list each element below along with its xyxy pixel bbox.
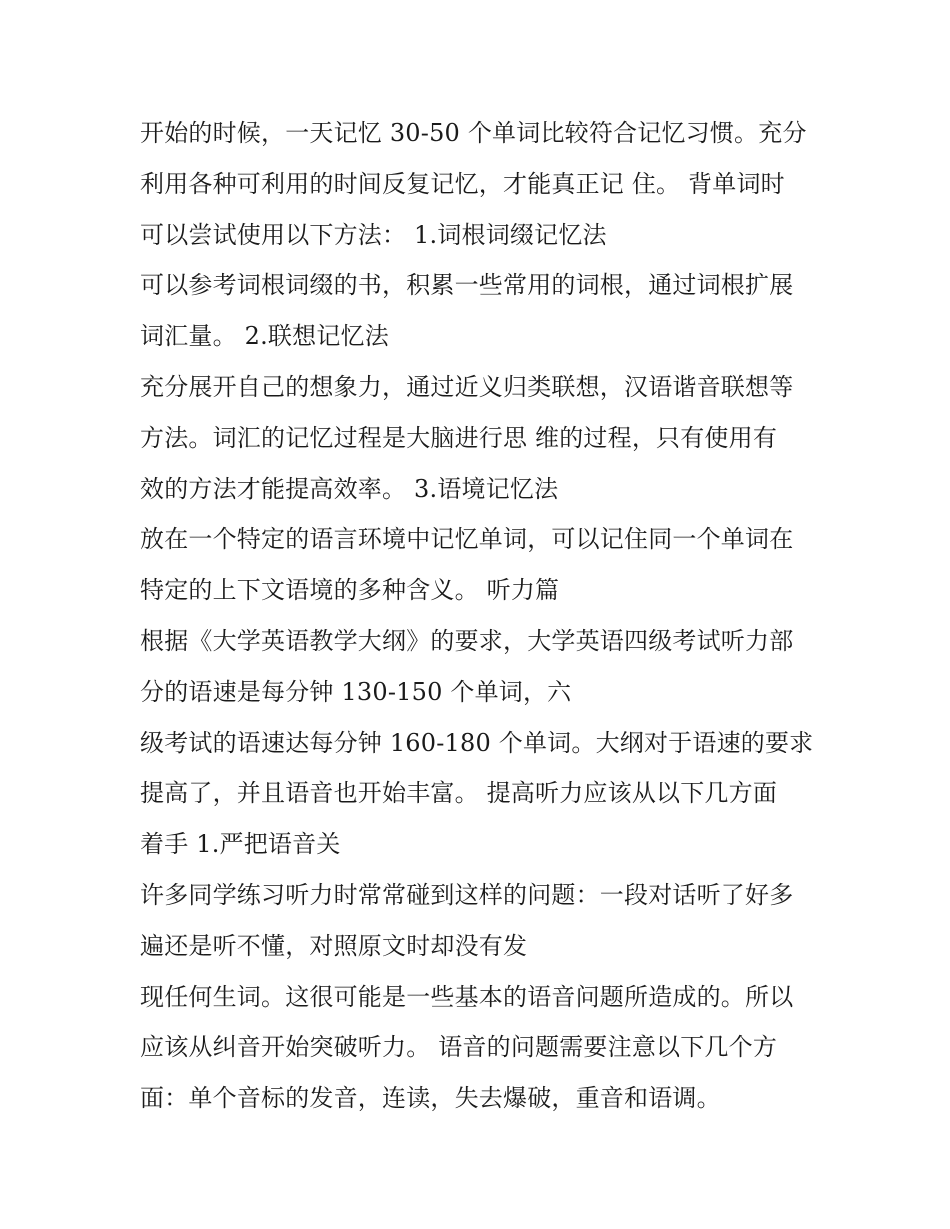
text-line: 特定的上下文语境的多种含义。 听力篇 (140, 576, 560, 605)
text-line: 放在一个特定的语言环境中记忆单词，可以记住同一个单词在 (140, 525, 794, 554)
text-line: 词汇量。 2.联想记忆法 (140, 322, 389, 351)
text-line: 现任何生词。这很可能是一些基本的语音问题所造成的。所以 (140, 982, 794, 1011)
text-line: 许多同学练习听力时常常碰到这样的问题：一段对话听了好多 (140, 880, 794, 909)
text-line: 提高了，并且语音也开始丰富。 提高听力应该从以下几方面 (140, 779, 778, 808)
text-line: 分的语速是每分钟 130-150 个单词，六 (140, 677, 572, 706)
text-line: 遍还是听不懂，对照原文时却没有发 (140, 931, 528, 960)
text-line: 充分展开自己的想象力，通过近义归类联想，汉语谐音联想等 (140, 372, 794, 401)
text-line: 可以参考词根词缀的书，积累一些常用的词根，通过词根扩展 (140, 271, 794, 300)
text-line: 级考试的语速达每分钟 160-180 个单词。大纲对于语速的要求 (140, 728, 814, 757)
text-line: 方法。词汇的记忆过程是大脑进行思 维的过程，只有使用有 (140, 423, 778, 452)
text-line: 可以尝试使用以下方法： 1.词根词缀记忆法 (140, 220, 607, 249)
text-line: 开始的时候，一天记忆 30-50 个单词比较符合记忆习惯。充分 (140, 119, 807, 147)
text-line: 应该从纠音开始突破听力。 语音的问题需要注意以下几个方 (140, 1033, 778, 1062)
text-line: 利用各种可利用的时间反复记忆，才能真正记 住。 背单词时 (140, 169, 785, 198)
document-body (140, 108, 830, 1124)
text-line: 根据《大学英语教学大纲》的要求，大学英语四级考试听力部 (140, 626, 794, 655)
text-line: 效的方法才能提高效率。 3.语境记忆法 (140, 474, 559, 503)
text-line: 面：单个音标的发音，连读，失去爆破，重音和语调。 (140, 1084, 721, 1113)
text-line: 着手 1.严把语音关 (140, 830, 341, 859)
